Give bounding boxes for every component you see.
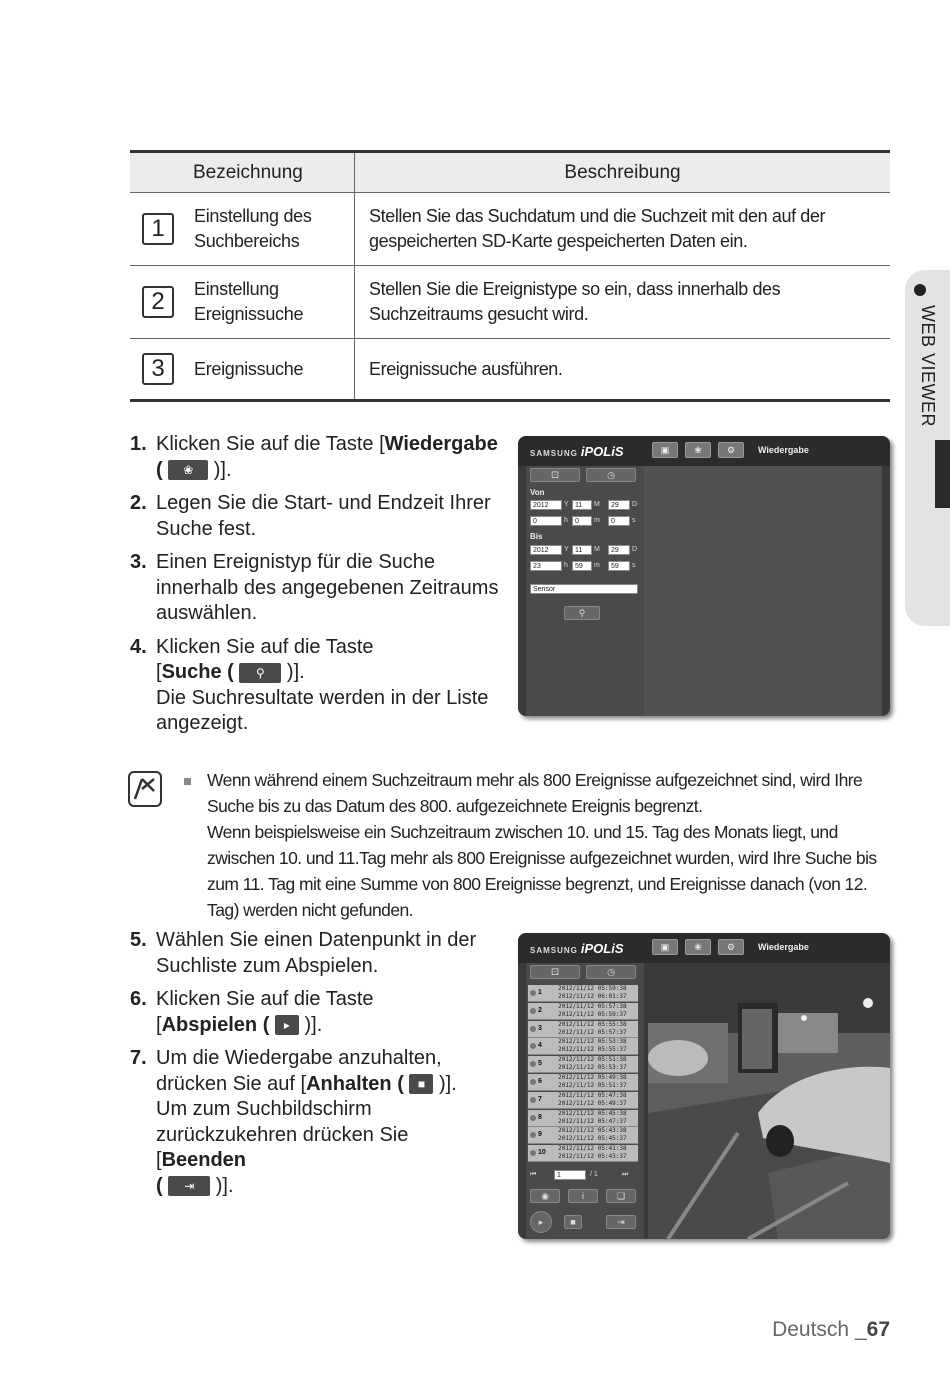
to-second-field[interactable]: 59 <box>608 561 630 571</box>
copy-icon[interactable]: ❏ <box>606 1189 636 1203</box>
table-header <box>130 153 890 193</box>
unit-label: h <box>564 562 568 569</box>
results-list <box>526 985 644 1165</box>
exit-icon: ⇥ <box>168 1176 210 1196</box>
result-index: 8 <box>538 1113 542 1121</box>
page-input[interactable]: 1 <box>554 1170 586 1180</box>
step-text: Klicken Sie auf die Taste [ <box>156 433 385 455</box>
row-description: Stellen Sie die Ereignistype so ein, dass innerhalb des Suchzeitraums gesucht wird. <box>369 279 781 324</box>
results-panel <box>526 963 644 1239</box>
gear-icon[interactable]: ⚙ <box>718 939 744 955</box>
page-footer <box>772 1318 890 1342</box>
playback-icon[interactable]: ❀ <box>685 442 711 458</box>
video-frame <box>648 963 890 1239</box>
to-year-field[interactable]: 2012 <box>530 545 562 555</box>
status-dot-icon <box>530 1097 536 1103</box>
note-text <box>207 767 891 923</box>
note-line: Wenn beispielsweise ein Suchzeitraum zwischen 10. und 15. Tag des Monats liegt, und zwischen 10. und 11.Tag mehr als 800 Ereignisse aufgezeichnet wurden, wird Ihre Suche bis zum 11. Tag mit eine Summe von 800 Ereignisse begrenzt, und Ereignisse danach (von 12. Tag) werden nicht gefunden. <box>207 822 877 920</box>
result-timestamps: 2012/11/12 05:53:38 2012/11/12 05:55:37 <box>558 1038 627 1054</box>
row-description: Stellen Sie das Suchdatum und die Suchzeit mit den auf der gespeicherten SD-Karte gespeicherten Daten ein. <box>369 206 826 251</box>
step-bold: ( <box>156 1174 169 1197</box>
step-number: 5. <box>130 929 147 951</box>
to-day-field[interactable]: 29 <box>608 545 630 555</box>
table-row <box>130 193 890 266</box>
status-dot-icon <box>530 1132 536 1138</box>
step-2 <box>130 491 508 542</box>
step-number: 7. <box>130 1047 147 1069</box>
unit-label: s <box>632 562 636 569</box>
step-7 <box>130 1046 502 1199</box>
result-timestamps: 2012/11/12 05:43:38 2012/11/12 05:45:37 <box>558 1127 627 1143</box>
result-row[interactable] <box>528 1003 638 1020</box>
result-index: 7 <box>538 1095 542 1103</box>
step-6: 6. Klicken Sie auf die Taste [Abspielen ( ▸ )]. <box>130 987 502 1038</box>
status-dot-icon <box>530 1061 536 1067</box>
to-hour-field[interactable]: 23 <box>530 561 562 571</box>
status-dot-icon <box>530 1079 536 1085</box>
row-number: 3 <box>142 353 174 385</box>
step-text: )]. <box>298 1013 323 1036</box>
result-index: 3 <box>538 1024 542 1032</box>
screenshot-playback <box>518 933 890 1239</box>
result-row[interactable] <box>528 1038 638 1055</box>
page-total: / 1 <box>590 1171 598 1178</box>
result-row[interactable] <box>528 1074 638 1091</box>
logo: SAMSUNG iPOLiS <box>530 940 624 956</box>
status-dot-icon <box>530 1008 536 1014</box>
step-text: Um die Wiedergabe anzuhalten, drücken Sie auf [ <box>156 1047 442 1095</box>
step-text: )]. <box>281 661 305 683</box>
gear-icon[interactable]: ⚙ <box>718 442 744 458</box>
section-tab-marker <box>935 440 950 508</box>
screen-title: Wiedergabe <box>758 942 809 952</box>
step-text: )]. <box>208 458 232 481</box>
step-number: 1. <box>130 433 147 455</box>
result-row[interactable] <box>528 1092 638 1109</box>
step-bold: Beenden <box>161 1149 247 1171</box>
bullet-dot-icon <box>914 284 926 296</box>
row-label: Einstellung Ereignissuche <box>194 279 304 324</box>
result-index: 9 <box>538 1131 542 1139</box>
step-text: )]. <box>210 1174 234 1197</box>
status-dot-icon <box>530 1026 536 1032</box>
search-icon[interactable]: ⚲ <box>564 606 600 620</box>
status-dot-icon <box>530 1150 536 1156</box>
unit-label: D <box>632 546 638 553</box>
step-3 <box>130 550 508 627</box>
step-number: 2. <box>130 492 147 514</box>
result-row[interactable] <box>528 1127 638 1144</box>
footer-language: Deutsch _ <box>772 1318 867 1341</box>
first-page-icon[interactable]: ⏮ <box>530 1171 537 1178</box>
from-day-field[interactable]: 29 <box>608 500 630 510</box>
from-minute-field[interactable]: 0 <box>572 516 592 526</box>
to-minute-field[interactable]: 59 <box>572 561 592 571</box>
steps-list-a <box>130 432 508 745</box>
row-number: 2 <box>142 286 174 318</box>
stop-button[interactable]: ■ <box>564 1215 582 1229</box>
event-icon[interactable]: ⚀ <box>530 468 580 482</box>
step-5 <box>130 928 502 979</box>
step-text: Um zum Suchbildschirm zurückzukehren drücken Sie [ <box>156 1098 409 1171</box>
step-text: Klicken Sie auf die Taste <box>156 988 374 1010</box>
result-row[interactable] <box>528 1110 638 1127</box>
step-4: 4. Klicken Sie auf die Taste [Suche ( ⚲ )]. Die Suchresultate werden in der Liste angezeigt. <box>130 635 508 737</box>
header-bezeichnung: Bezeichnung <box>130 153 355 192</box>
video-area <box>644 466 882 716</box>
header-beschreibung: Beschreibung <box>564 161 681 183</box>
note-bullet-icon <box>184 778 191 785</box>
to-month-field[interactable]: 11 <box>572 545 592 555</box>
result-row[interactable] <box>528 1056 638 1073</box>
monitor-icon[interactable]: ▣ <box>652 939 678 955</box>
result-timestamps: 2012/11/12 05:49:38 2012/11/12 05:51:37 <box>558 1074 627 1089</box>
search-icon: ⚲ <box>239 663 281 683</box>
step-number: 3. <box>130 551 147 573</box>
unit-label: h <box>564 517 568 524</box>
from-month-field[interactable]: 11 <box>572 500 592 510</box>
playback-icon[interactable]: ❀ <box>685 939 711 955</box>
from-label: Von <box>530 488 545 497</box>
row-number: 1 <box>142 213 174 245</box>
play-button[interactable]: ▸ <box>530 1211 552 1233</box>
step-bold: Wiedergabe <box>384 433 498 455</box>
result-row[interactable] <box>528 1145 638 1162</box>
step-bold: Suche ( <box>161 661 234 683</box>
from-hour-field[interactable]: 0 <box>530 516 562 526</box>
event-icon[interactable]: ⚀ <box>530 965 580 979</box>
result-timestamps: 2012/11/12 05:47:38 2012/11/12 05:49:37 <box>558 1091 627 1107</box>
search-panel <box>526 466 644 716</box>
unit-label: m <box>594 562 600 569</box>
screen-title: Wiedergabe <box>758 445 809 455</box>
result-timestamps: 2012/11/12 05:59:38 2012/11/12 06:01:37 <box>558 985 627 1000</box>
logo: SAMSUNG iPOLiS <box>530 443 624 459</box>
step-text: Legen Sie die Start- und Endzeit Ihrer Suche fest. <box>156 492 491 540</box>
screenshot-search <box>518 436 890 716</box>
step-text: )]. <box>433 1072 457 1095</box>
step-text: Wählen Sie einen Datenpunkt in der Suchliste zum Abspielen. <box>156 929 477 977</box>
step-text: Einen Ereignistyp für die Suche innerhalb des angegebenen Zeitraums auswählen. <box>156 551 499 624</box>
clock-icon[interactable]: ◷ <box>586 468 636 482</box>
unit-label: M <box>594 501 600 508</box>
garage-video-image <box>648 963 890 1239</box>
result-timestamps: 2012/11/12 05:45:38 2012/11/12 05:47:37 <box>558 1109 627 1125</box>
unit-label: D <box>632 501 638 508</box>
result-row[interactable] <box>528 1021 638 1038</box>
unit-label: m <box>594 517 600 524</box>
result-index: 4 <box>538 1042 542 1050</box>
event-type-select[interactable]: Sensor <box>530 584 638 594</box>
result-timestamps: 2012/11/12 05:57:38 2012/11/12 05:59:37 <box>558 1002 627 1018</box>
result-timestamps: 2012/11/12 05:41:38 2012/11/12 05:43:37 <box>558 1145 627 1161</box>
note-line: Wenn während einem Suchzeitraum mehr als 800 Ereignisse aufgezeichnet sind, wird Ihre Suche bis zu das Datum des 800. aufgezeichnete Ereignis begrenzt. <box>207 770 863 816</box>
result-index: 6 <box>538 1078 542 1085</box>
steps-list-b <box>130 928 502 1207</box>
description-table <box>130 150 890 402</box>
result-timestamps: 2012/11/12 05:51:38 2012/11/12 05:53:37 <box>558 1056 627 1072</box>
unit-label: Y <box>564 546 569 553</box>
result-row[interactable] <box>528 985 638 1002</box>
step-bold: ( <box>156 458 169 481</box>
app-header <box>518 436 890 466</box>
playback-icon: ❀ <box>168 460 208 480</box>
stop-icon: ■ <box>409 1074 433 1094</box>
row-label: Ereignissuche <box>194 358 304 379</box>
result-timestamps: 2012/11/12 05:55:38 2012/11/12 05:57:37 <box>558 1020 627 1036</box>
result-index: 2 <box>538 1006 542 1014</box>
step-number: 6. <box>130 988 147 1010</box>
from-year-field[interactable]: 2012 <box>530 500 562 510</box>
last-page-icon[interactable]: ⏭ <box>622 1171 629 1178</box>
row-description: Ereignissuche ausführen. <box>369 358 563 379</box>
monitor-icon[interactable]: ▣ <box>652 442 678 458</box>
unit-label: s <box>632 517 636 524</box>
table-row <box>130 339 890 399</box>
clock-icon[interactable]: ◷ <box>586 965 636 979</box>
play-icon: ▸ <box>275 1015 299 1035</box>
table-row <box>130 266 890 339</box>
status-dot-icon <box>530 990 536 996</box>
to-label: Bis <box>530 532 543 541</box>
step-text: Klicken Sie auf die Taste <box>156 635 374 658</box>
status-dot-icon <box>530 1115 536 1121</box>
app-header <box>518 933 890 963</box>
step-text: Die Suchresultate werden in der Liste angezeigt. <box>156 686 489 734</box>
section-tab-label: WEB VIEWER <box>918 305 938 428</box>
status-dot-icon <box>530 1043 536 1049</box>
row-label: Einstellung des Suchbereichs <box>194 206 312 251</box>
exit-button[interactable]: ⇥ <box>606 1215 636 1229</box>
info-icon[interactable]: i <box>568 1189 598 1203</box>
step-1 <box>130 432 508 483</box>
result-index: 10 <box>538 1149 546 1157</box>
result-index: 5 <box>538 1060 542 1068</box>
from-second-field[interactable]: 0 <box>608 516 630 526</box>
note-icon <box>128 771 162 807</box>
step-number: 4. <box>130 635 147 658</box>
result-index: 1 <box>538 989 542 996</box>
step-bold: Anhalten ( <box>306 1072 404 1095</box>
step-bold: Abspielen ( <box>161 1013 270 1036</box>
page-number: 67 <box>866 1318 890 1341</box>
unit-label: Y <box>564 501 569 508</box>
camera-icon[interactable]: ◉ <box>530 1189 560 1203</box>
unit-label: M <box>594 546 600 553</box>
